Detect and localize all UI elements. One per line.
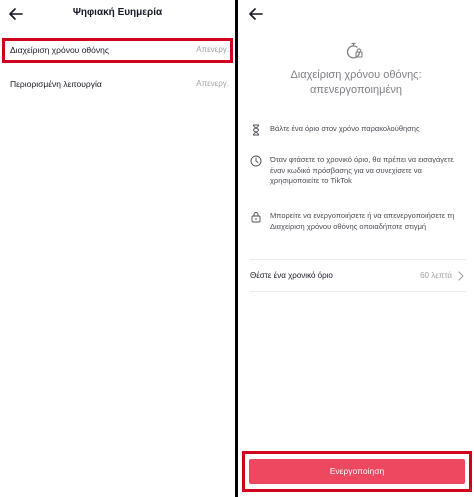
clock-icon [250,155,262,167]
divider [250,291,466,292]
hourglass-icon [250,124,262,136]
info-text: Βάλτε ένα όριο στον χρόνο παρακολούθησης [270,124,420,133]
screen-time-management-screen [238,0,474,497]
highlight-box [2,38,233,63]
info-text: Μπορείτε να ενεργοποιήσετε ή να απενεργοποιήσετε τη Διαχείριση χρόνου οθόνης οποιαδήποτε στιγμή [270,211,455,231]
top-bar [0,0,235,28]
screen-time-status-title [238,68,474,98]
time-limit-label: Θέστε ένα χρονικό όριο [250,271,333,280]
status-title-line: Διαχείριση χρόνου οθόνης: [290,69,422,81]
chevron-right-icon [456,270,466,282]
row-label: Διαχείριση χρόνου οθόνης [10,45,109,55]
highlight-box [242,451,472,492]
row-label: Περιορισμένη λειτουργία [10,79,102,89]
lock-icon [250,211,262,223]
time-limit-value: 60 λεπτά [420,271,452,280]
restricted-mode-row[interactable] [0,72,235,96]
row-status: Απενεργ. [196,45,229,54]
divider [250,259,466,260]
back-arrow-icon[interactable] [246,4,266,24]
set-time-limit-row[interactable] [238,264,474,288]
status-title-line: απενεργοποιημένη [310,84,402,96]
turn-on-button[interactable]: Ενεργοποίηση [249,459,465,484]
timer-lock-icon [346,42,364,60]
page-title: Ψηφιακή Ευημερία [72,7,163,18]
info-text: Όταν φτάσετε το χρονικό όριο, θα πρέπει να εισαγάγετε έναν κωδικό πρόσβασης για να συνεχίσετε να χρησιμοποιείτε το TikTok [270,155,454,185]
row-status: Απενεργ. [196,79,229,88]
digital-wellbeing-screen [0,0,235,497]
